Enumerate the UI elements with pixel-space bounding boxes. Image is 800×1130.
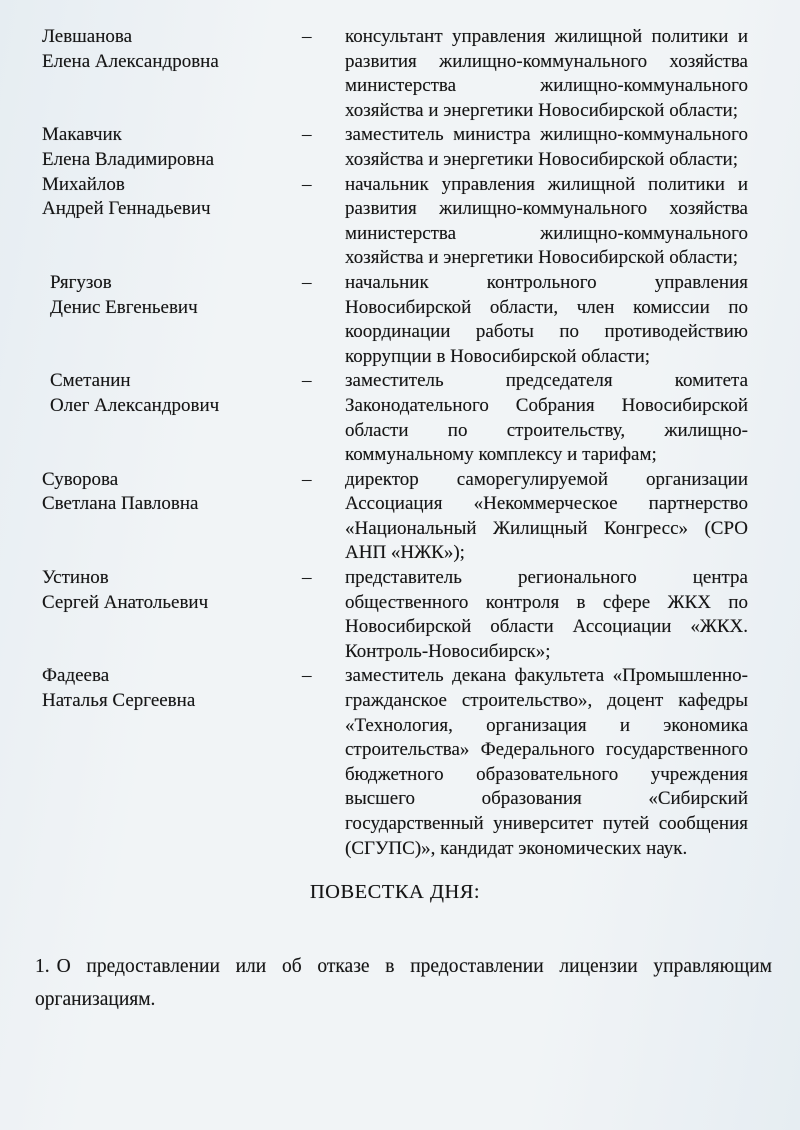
participant-role: заместитель председателя комитета Законодательного Собрания Новосибирской области по строительству, жилищно-коммунальному комплексу и тарифам; (345, 370, 748, 466)
participant-name (42, 664, 302, 861)
participant-surname: Макавчик (42, 124, 122, 146)
participant-role: директор саморегулируемой организации Ассоциация «Некоммерческое партнерство «Национальный Жилищный Конгресс» (СРО АНП «НЖК»); (345, 468, 748, 564)
participant-surname: Рягузов (50, 271, 112, 293)
separator-dash: – (302, 665, 312, 687)
separator-dash: – (302, 567, 312, 589)
participant-given-names: Елена Александровна (42, 50, 219, 72)
participant-surname: Сметанин (50, 370, 131, 392)
participant-role: начальник контрольного управления Новосибирской области, член комиссии по координации работы по противодействию коррупции в Новосибирской области; (345, 271, 748, 367)
participant-name (42, 173, 302, 271)
participant-surname: Фадеева (42, 665, 110, 687)
participant-name (42, 369, 302, 467)
separator-dash: – (302, 26, 312, 47)
participant-given-names: Наталья Сергеевна (42, 690, 196, 712)
participant-given-names: Сергей Анатольевич (42, 591, 209, 613)
participant-given-names: Денис Евгеньевич (50, 296, 198, 318)
list-item (42, 123, 748, 172)
participant-role: заместитель декана факультета «Промышленно-гражданское строительство», доцент кафедры «Технология, организация и экономика строительства» Федерального государственного бюджетного образовательного учреждения высшего образования «Сибирский государственный университет путей сообщения (СГУПС)», кандидат экономических наук. (345, 665, 748, 859)
participant-given-names: Олег Александрович (50, 394, 220, 416)
participant-surname: Левшанова (42, 26, 133, 47)
agenda-item-number: 1. (35, 956, 50, 978)
participant-role: начальник управления жилищной политики и развития жилищно-коммунального хозяйства министерства жилищно-коммунального хозяйства и энергетики Новосибирской области; (345, 173, 748, 269)
separator-dash: – (302, 271, 312, 293)
participant-given-names: Светлана Павловна (42, 493, 199, 515)
participant-name (42, 271, 302, 369)
list-item (42, 468, 748, 566)
participants-list (42, 25, 748, 861)
participant-surname: Суворова (42, 468, 119, 490)
agenda-item (35, 951, 772, 1016)
participant-given-names: Елена Владимировна (42, 148, 215, 170)
list-item (42, 566, 748, 664)
participant-role: представитель регионального центра общественного контроля в сфере ЖКХ по Новосибирской области Ассоциации «ЖКХ. Контроль-Новосибирск»; (345, 567, 748, 662)
agenda-item-text: О предоставлении или об отказе в предоставлении лицензии управляющим организациям. (35, 956, 772, 1010)
separator-dash: – (302, 173, 312, 195)
list-item (42, 271, 748, 369)
separator-dash: – (302, 124, 312, 146)
list-item (42, 25, 748, 123)
list-item (42, 664, 748, 861)
separator-dash: – (302, 468, 312, 490)
participant-name (42, 123, 302, 172)
list-item (42, 369, 748, 467)
participant-surname: Михайлов (42, 173, 125, 195)
participant-role: заместитель министра жилищно-коммунального хозяйства и энергетики Новосибирской области; (345, 124, 748, 170)
separator-dash: – (302, 370, 312, 392)
agenda-heading: ПОВЕСТКА ДНЯ: (309, 881, 481, 904)
participant-name (42, 566, 302, 664)
list-item (42, 173, 748, 271)
participant-name (42, 468, 302, 566)
participant-given-names: Андрей Геннадьевич (42, 198, 211, 220)
participant-surname: Устинов (42, 567, 109, 589)
participant-role: консультант управления жилищной политики и развития жилищно-коммунального хозяйства министерства жилищно-коммунального хозяйства и энергетики Новосибирской области; (345, 26, 748, 121)
participant-name (42, 25, 302, 123)
